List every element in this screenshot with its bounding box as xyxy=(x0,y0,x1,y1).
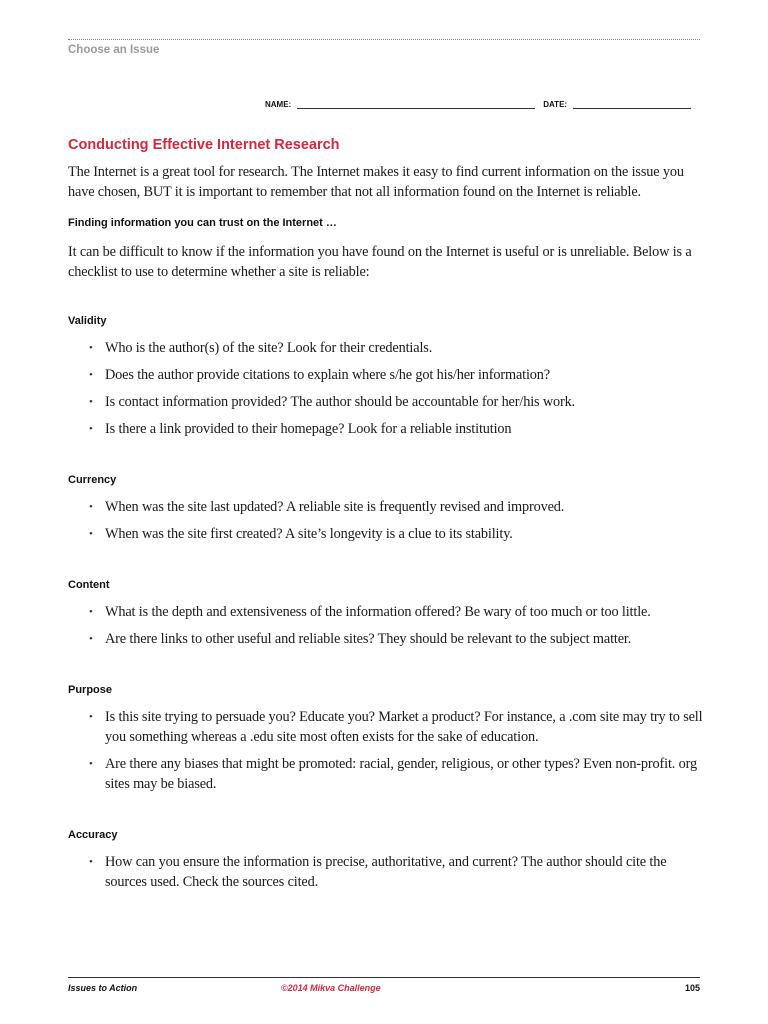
page-title: Conducting Effective Internet Research xyxy=(68,137,340,153)
top-dotted-rule xyxy=(68,39,700,40)
section-heading: Content xyxy=(68,579,110,591)
list-item: • Are there any biases that might be promoted: racial, gender, religious, or other types? Even non-profit. org sites may be biased. xyxy=(68,754,704,794)
footer-copyright: ©2014 Mikva Challenge xyxy=(281,983,381,993)
page-number: 105 xyxy=(684,983,700,993)
name-date-line xyxy=(265,100,701,109)
section-heading: Validity xyxy=(68,315,107,327)
section-heading: Currency xyxy=(68,474,117,486)
section-purpose xyxy=(68,683,704,794)
footer-rule xyxy=(68,977,700,978)
bullet-list xyxy=(68,338,704,439)
list-item: • When was the site last updated? A reliable site is frequently revised and improved. xyxy=(68,497,704,517)
list-item: • Who is the author(s) of the site? Look for their credentials. xyxy=(68,338,704,358)
page-footer xyxy=(68,983,700,997)
checklist-intro: It can be difficult to know if the information you have found on the Internet is useful or is unreliable. Below is a checklist to use to determine whether a site is reliable: xyxy=(68,244,692,280)
list-item: • Is contact information provided? The author should be accountable for her/his work. xyxy=(68,392,704,412)
bullet-list xyxy=(68,497,704,544)
bullet-list xyxy=(68,602,704,649)
section-heading: Purpose xyxy=(68,684,113,696)
intro-paragraph: The Internet is a great tool for research. The Internet makes it easy to find current information on the issue you have chosen, BUT it is important to remember that not all information found on the Internet is reliable. xyxy=(68,164,684,200)
bullet-list xyxy=(68,707,704,794)
list-item: • When was the site first created? A site’s longevity is a clue to its stability. xyxy=(68,524,704,544)
date-label: DATE: xyxy=(543,100,568,109)
section-heading: Accuracy xyxy=(68,829,118,841)
list-item: • How can you ensure the information is precise, authoritative, and current? The author should cite the sources used. Check the sources cited. xyxy=(68,852,704,892)
list-item: • Is this site trying to persuade you? Educate you? Market a product? For instance, a .com site may try to sell you something whereas a .edu site most often exists for the sake of education. xyxy=(68,707,704,747)
name-label: NAME: xyxy=(265,100,292,109)
page-content xyxy=(68,136,704,899)
list-item: • Are there links to other useful and reliable sites? They should be relevant to the subject matter. xyxy=(68,629,704,649)
section-content xyxy=(68,578,704,649)
list-item: • Is there a link provided to their homepage? Look for a reliable institution xyxy=(68,419,704,439)
section-validity xyxy=(68,314,704,439)
section-label: Choose an Issue xyxy=(68,44,160,56)
list-item: • Does the author provide citations to explain where s/he got his/her information? xyxy=(68,365,704,385)
name-blank[interactable] xyxy=(297,100,535,109)
section-accuracy xyxy=(68,828,704,892)
date-blank[interactable] xyxy=(573,100,691,109)
bullet-list xyxy=(68,852,704,892)
list-item: • What is the depth and extensiveness of the information offered? Be wary of too much or too little. xyxy=(68,602,704,622)
finding-heading: Finding information you can trust on the Internet … xyxy=(68,217,337,229)
footer-publication: Issues to Action xyxy=(68,983,138,993)
section-currency xyxy=(68,473,704,544)
